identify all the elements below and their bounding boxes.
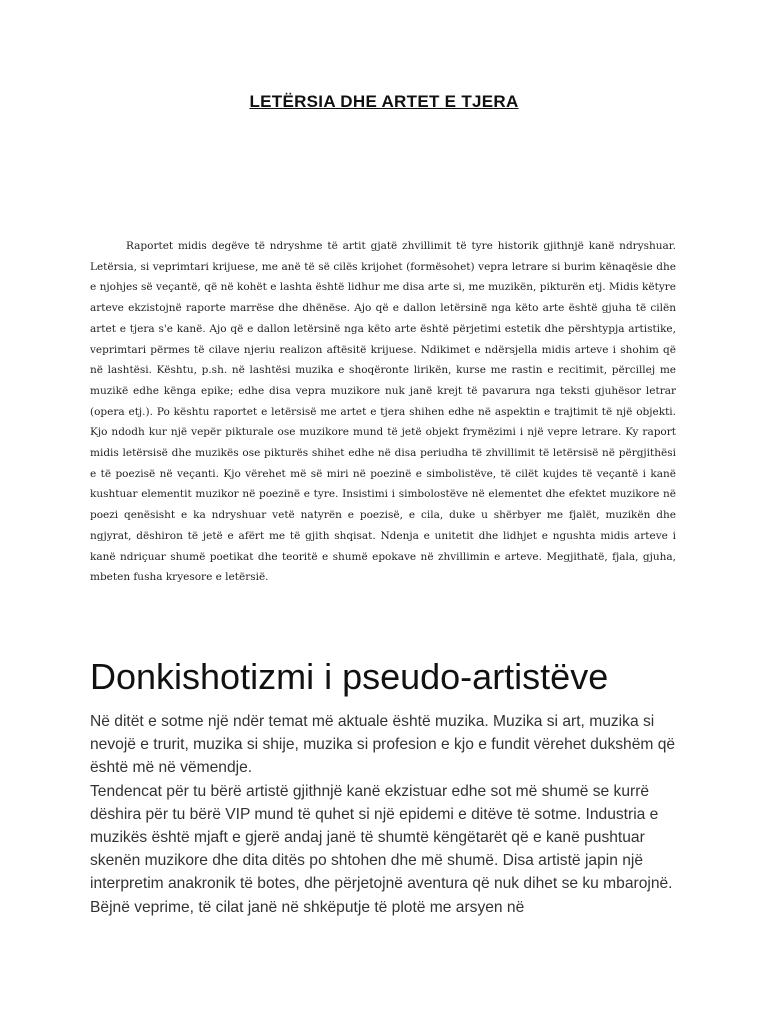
essay-paragraph: Raportet midis degëve të ndryshme të artit gjatë zhvillimit të tyre historik gjithnjë kanë ndryshuar. Letërsia, si veprimtari krijuese, me anë të së cilës krijohet (formësohet) vepra letrare si burim kënaqësie dhe e njohjes së veçantë, që në kohët e lashta është lidhur me disa arte si, me muzikën, pikturën etj. Midis këtyre arteve ekzistojnë raporte marrëse dhe dhënëse. Ajo që e dallon letërsinë nga këto arte është gjuha të cilën artet e tjera s'e kanë. Ajo që e dallon letërsinë nga këto arte është përjetimi estetik dhe përshtypja artistike, veprimtari përmes të cilave njeriu realizon aftësitë krijuese. Ndikimet e ndërsjella midis arteve i shohim që në lashtësi. Kështu, p.sh. në lashtësi muzika e shoqëronte lirikën, kurse me rastin e recitimit, përcillej me muzikë edhe kënga epike; edhe disa vepra muzikore nuk janë krejt të pavarura nga teksti gjuhësor letrar (opera etj.). Po kështu raportet e letërsisë me artet e tjera shihen edhe në aspektin e trajtimit të një objekti. Kjo ndodh kur një vepër pikturale ose muzikore mund të jetë objekt frymëzimi i një vepre letrare. Ky raport midis letërsisë dhe muzikës ose pikturës shihet edhe në disa periudha të zhvillimit të letërsisë në përgjithësi e të poezisë në veçanti. Kjo vërehet më së miri në poezinë e simbolistëve, të cilët kujdes të veçantë i kanë kushtuar elementit muzikor në poezinë e tyre. Insistimi i simbolostëve në elementet dhe efektet muzikore në poezi qenësisht e ka ndryshuar vetë natyrën e poezisë, e cila, duke u shërbyer me fjalët, muzikën dhe ngjyrat, dëshiron të jetë e afërt me të gjith shqisat. Ndenja e unitetit dhe lidhjet e ngushta midis arteve i kanë ndriçuar shumë poetikat dhe teoritë e shumë epokave në zhvillimin e arteve. Megjithatë, fjala, gjuha, mbeten fusha kryesore e letërsië.: [90, 240, 676, 584]
body-paragraph: Tendencat për tu bërë artistë gjithnjë kanë ekzistuar edhe sot më shumë se kurrë dëshira për tu bërë VIP mund të quhet si një epidemi e ditëve të sotme. Industria e muzikës është mjaft e gjerë andaj janë të shumtë këngëtarët që e kanë pushtuar skenën muzikore dhe dita ditës po shtohen dhe më shumë. Disa artistë japin një interpretim anakronik të botes, dhe përjetojnë aventura që nuk dihet se ku mbarojnë. Bëjnë veprime, të cilat janë në shkëputje të plotë me arsyen në: [90, 782, 673, 916]
section-body: [90, 710, 682, 919]
document-title: LETËRSIA DHE ARTET E TJERA: [249, 92, 519, 111]
section-heading: Donkishotizmi i pseudo-artistëve: [90, 656, 609, 697]
body-paragraph: Në ditët e sotme një ndër temat më aktuale është muzika. Muzika si art, muzika si nevojë e trurit, muzika si shije, muzika si profesion e kjo e fundit vërehet dukshëm që është më në vëmendje.: [90, 713, 676, 777]
